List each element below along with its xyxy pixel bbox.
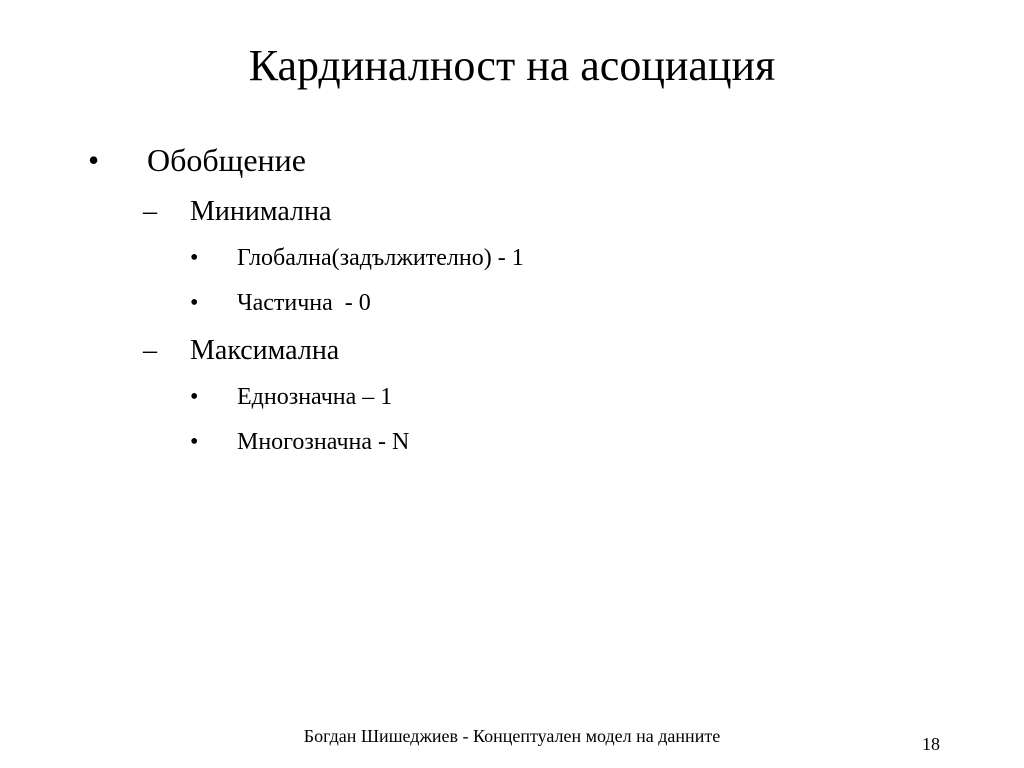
outline-detail-label: Многозначна - N — [237, 429, 410, 455]
outline-subitem-label: Максимална — [190, 335, 340, 366]
outline-detail-label: Еднозначна – 1 — [237, 384, 393, 410]
outline-item-label: Обобщение — [147, 142, 306, 178]
slide-footer: Богдан Шишеджиев - Концептуален модел на данните — [303, 726, 721, 746]
bullet-icon: • — [190, 290, 199, 316]
dash-icon: – — [143, 196, 157, 227]
page-number: 18 — [922, 734, 940, 754]
outline-subitem-label: Минимална — [190, 196, 332, 227]
outline-detail-label: Глобална(задължително) - 1 — [237, 245, 524, 271]
dash-icon: – — [143, 335, 157, 366]
bullet-icon: • — [190, 384, 199, 410]
outline-detail-label: Частична - 0 — [237, 290, 371, 316]
bullet-icon: • — [88, 142, 100, 178]
bullet-icon: • — [190, 429, 199, 455]
slide-title: Кардиналност на асоциация — [248, 41, 776, 90]
bullet-icon: • — [190, 245, 199, 271]
